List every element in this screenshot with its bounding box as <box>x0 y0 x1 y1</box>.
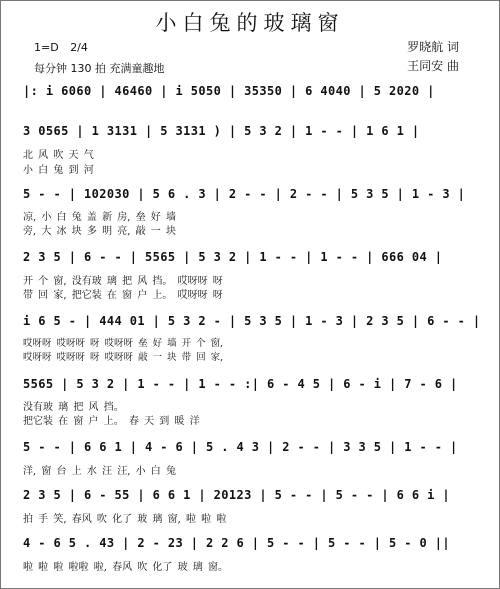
song-title: 小白兔的玻璃窗 <box>155 11 345 35</box>
lyric-line: 北 风 吹 天 气 <box>23 150 94 161</box>
notation-line: 5 - - | 6 6 1 | 4 - 6 | 5 . 4 3 | 2 - - | 3 3 5 | 1 - - | <box>23 440 458 454</box>
notation-line: i 6 5 - | 444 01 | 5 3 2 - | 5 3 5 | 1 - 3 | 2 3 5 | 6 - - | <box>23 314 481 328</box>
lyric-line: 洋, 窗 台 上 水 汪 汪, 小 白 兔 <box>23 466 176 477</box>
notation-line: 5 - - | 102030 | 5 6 . 3 | 2 - - | 2 - - | 5 3 5 | 1 - 3 | <box>23 187 466 201</box>
tempo-marking: 每分钟 130 拍 充满童趣地 <box>34 62 165 75</box>
lyric-line: 旁, 大 冰 块 多 明 亮, 敲 一 块 <box>23 226 176 237</box>
lyric-line: 哎呀呀 哎呀呀 呀 哎呀呀 敲 一 块 带 回 家, <box>23 352 224 363</box>
notation-line: 5565 | 5 3 2 | 1 - - | 1 - - :| 6 - 4 5 | 6 - i | 7 - 6 | <box>23 377 458 391</box>
lyric-line: 哎呀呀 哎呀呀 呀 哎呀呀 垒 好 墙 开 个 窗, <box>23 338 224 349</box>
lyric-line: 没有玻 璃 把 风 挡。 <box>23 402 124 413</box>
lyric-line: 小 白 兔 到 河 <box>23 165 94 176</box>
notation-line: |: i 6060 | 46460 | i 5050 | 35350 | 6 4040 | 5 2020 | <box>23 84 435 98</box>
lyricist-credit: 罗晓航 词 <box>407 40 459 54</box>
composer-credit: 王同安 曲 <box>407 59 459 73</box>
lyric-line: 带 回 家, 把它装 在 窗 户 上。 哎呀呀 呀 <box>23 290 223 301</box>
key: 1=D <box>34 41 59 54</box>
lyric-line: 凉, 小 白 兔 盖 新 房, 垒 好 墙 <box>23 212 176 223</box>
notation-line: 2 3 5 | 6 - 55 | 6 6 1 | 20123 | 5 - - | 5 - - | 6 6 i | <box>23 488 450 502</box>
lyric-line: 开 个 窗, 没有玻 璃 把 风 挡。 哎呀呀 呀 <box>23 276 223 287</box>
time-signature: 2/4 <box>70 41 88 54</box>
notation-line: 3 0565 | 1 3131 | 5 3131 ) | 5 3 2 | 1 - - | 1 6 1 | <box>23 124 420 138</box>
notation-line: 2 3 5 | 6 - - | 5565 | 5 3 2 | 1 - - | 1 - - | 666 04 | <box>23 250 443 264</box>
lyric-line: 啦 啦 啦 啦啦 啦, 春风 吹 化了 玻 璃 窗。 <box>23 562 228 573</box>
lyric-line: 把它装 在 窗 户 上。 春 天 到 暖 洋 <box>23 416 200 427</box>
notation-line: 4 - 6 5 . 43 | 2 - 23 | 2 2 6 | 5 - - | 5 - - | 5 - 0 || <box>23 536 450 550</box>
lyric-line: 拍 手 笑, 春风 吹 化了 玻 璃 窗, 啦 啦 啦 <box>23 514 227 525</box>
key-signature <box>34 41 88 54</box>
